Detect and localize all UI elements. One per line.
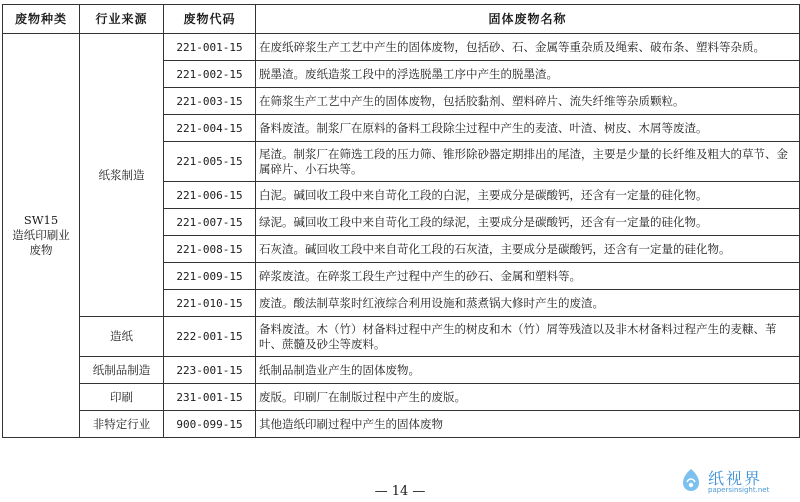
industry-nonspecific: 非特定行业 bbox=[80, 411, 164, 438]
waste-code: 221-002-15 bbox=[164, 61, 256, 88]
table-row bbox=[3, 34, 800, 61]
waste-category-cell bbox=[3, 34, 80, 438]
waste-description: 备料废渣。木（竹）材备料过程中产生的树皮和木（竹）屑等残渣以及非木材备料过程产生的麦糠、苇叶、蔗髓及砂尘等废料。 bbox=[256, 317, 800, 357]
waste-description: 在废纸碎浆生产工艺中产生的固体废物，包括砂、石、金属等重杂质及绳索、破布条、塑料等杂质。 bbox=[256, 34, 800, 61]
waste-description: 白泥。碱回收工段中来自苛化工段的白泥，主要成分是碳酸钙，还含有一定量的硅化物。 bbox=[256, 182, 800, 209]
waste-code: 900-099-15 bbox=[164, 411, 256, 438]
table-row bbox=[3, 357, 800, 384]
industry-printing: 印刷 bbox=[80, 384, 164, 411]
waste-code: 223-001-15 bbox=[164, 357, 256, 384]
header-category: 废物种类 bbox=[3, 5, 80, 34]
waste-code: 222-001-15 bbox=[164, 317, 256, 357]
industry-pulp: 纸浆制造 bbox=[80, 34, 164, 317]
waste-description: 其他造纸印刷过程中产生的固体废物 bbox=[256, 411, 800, 438]
waste-description: 备料废渣。制浆厂在原料的备料工段除尘过程中产生的麦渣、叶渣、树皮、木屑等废渣。 bbox=[256, 115, 800, 142]
waste-code: 221-009-15 bbox=[164, 263, 256, 290]
waste-description: 废版。印刷厂在制版过程中产生的废版。 bbox=[256, 384, 800, 411]
waste-code: 221-010-15 bbox=[164, 290, 256, 317]
paper-insight-logo-icon bbox=[680, 468, 702, 492]
industry-papermaking: 造纸 bbox=[80, 317, 164, 357]
industry-paper-products: 纸制品制造 bbox=[80, 357, 164, 384]
watermark-url: papersinsight.net bbox=[708, 486, 770, 494]
header-industry: 行业来源 bbox=[80, 5, 164, 34]
waste-description: 废渣。酸法制草浆时红液综合利用设施和蒸煮锅大修时产生的废渣。 bbox=[256, 290, 800, 317]
waste-description: 绿泥。碱回收工段中来自苛化工段的绿泥，主要成分是碳酸钙，还含有一定量的硅化物。 bbox=[256, 209, 800, 236]
category-name-line2: 废物 bbox=[29, 243, 53, 257]
table-row bbox=[3, 317, 800, 357]
table-row bbox=[3, 411, 800, 438]
page-number: — 14 — bbox=[374, 484, 426, 499]
category-code: SW15 bbox=[23, 213, 59, 227]
waste-code: 221-007-15 bbox=[164, 209, 256, 236]
watermark bbox=[680, 466, 790, 498]
waste-description: 碎浆废渣。在碎浆工段生产过程中产生的砂石、金属和塑料等。 bbox=[256, 263, 800, 290]
waste-code: 221-003-15 bbox=[164, 88, 256, 115]
table-header-row bbox=[3, 5, 800, 34]
waste-description: 在筛浆生产工艺中产生的固体废物，包括胶黏剂、塑料碎片、流失纤维等杂质颗粒。 bbox=[256, 88, 800, 115]
watermark-title: 纸视界 bbox=[708, 469, 763, 488]
waste-code: 221-006-15 bbox=[164, 182, 256, 209]
waste-description: 脱墨渣。废纸造浆工段中的浮选脱墨工序中产生的脱墨渣。 bbox=[256, 61, 800, 88]
header-name: 固体废物名称 bbox=[256, 5, 800, 34]
table-row bbox=[3, 384, 800, 411]
waste-description: 尾渣。制浆厂在筛选工段的压力筛、锥形除砂器定期排出的尾渣，主要是少量的长纤维及粗大的草节、金属碎片、小石块等。 bbox=[256, 142, 800, 182]
waste-code: 221-004-15 bbox=[164, 115, 256, 142]
header-code: 废物代码 bbox=[164, 5, 256, 34]
category-name-line1: 造纸印刷业 bbox=[12, 228, 70, 242]
waste-description: 纸制品制造业产生的固体废物。 bbox=[256, 357, 800, 384]
waste-code: 221-005-15 bbox=[164, 142, 256, 182]
waste-description: 石灰渣。碱回收工段中来自苛化工段的石灰渣，主要成分是碳酸钙，还含有一定量的硅化物。 bbox=[256, 236, 800, 263]
waste-table bbox=[2, 4, 800, 438]
waste-code: 221-008-15 bbox=[164, 236, 256, 263]
waste-code: 221-001-15 bbox=[164, 34, 256, 61]
waste-code: 231-001-15 bbox=[164, 384, 256, 411]
